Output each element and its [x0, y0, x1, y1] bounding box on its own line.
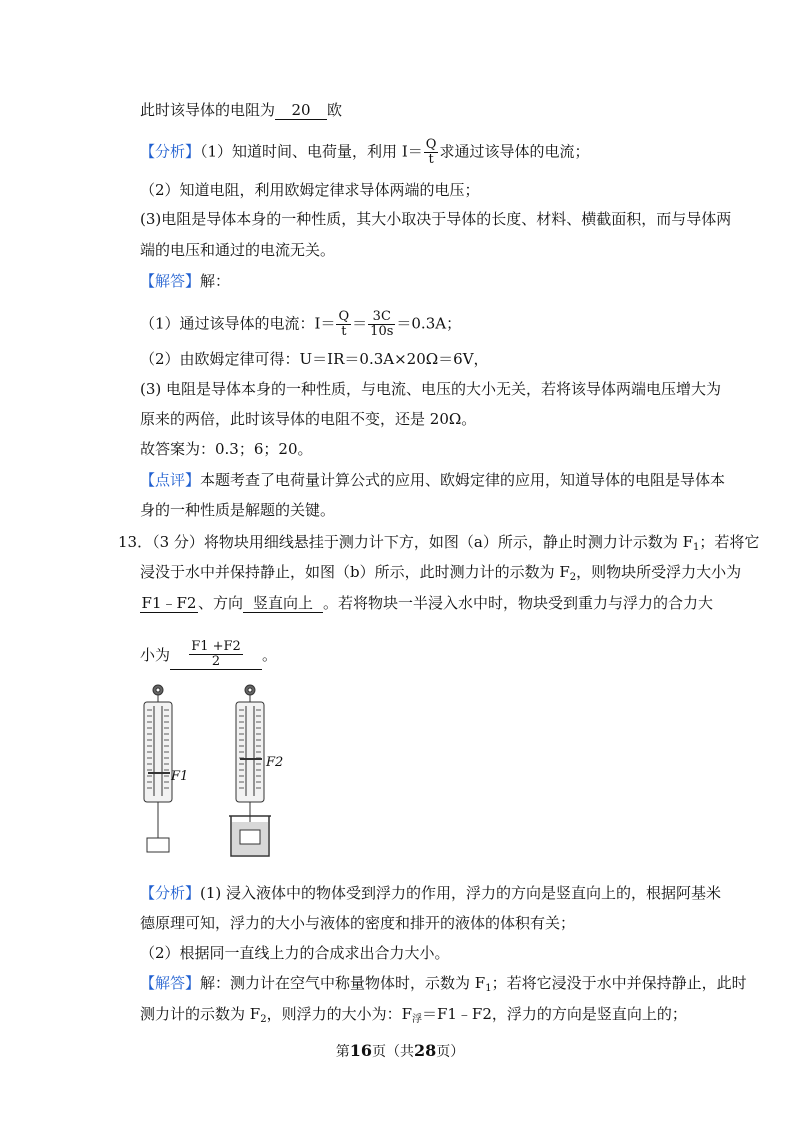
subscript: 2 — [569, 572, 577, 583]
solution-13-line-1 — [140, 973, 747, 999]
solution-line-3: (3) 电阻是导体本身的一种性质，与电流、电压的大小无关，若将该导体两端电压增大为 — [140, 380, 722, 398]
solution-line-1 — [140, 310, 461, 339]
comment-line-1 — [140, 470, 725, 490]
page-footer — [0, 1041, 800, 1061]
answer-blank: 20 — [275, 101, 327, 120]
solution-line-4: 原来的两倍，此时该导体的电阻不变，还是 20Ω。 — [140, 410, 477, 428]
solution-line-2: （2）由欧姆定律可得：U＝IR＝0.3A×20Ω＝6V， — [140, 350, 489, 368]
solution-tag: 【解答】 — [140, 974, 201, 992]
text: 解： — [200, 272, 231, 290]
fraction-answer — [189, 640, 243, 669]
subscript: 1 — [485, 983, 492, 994]
label-f2: F2 — [266, 755, 284, 770]
numerator: Q — [425, 137, 437, 152]
text: 13．（3 分）将物块用细线悬挂于测力计下方，如图（a）所示，静止时测力计示数为 F — [118, 533, 694, 551]
question-13-line-4 — [140, 640, 277, 670]
question-13-line-3 — [140, 593, 713, 613]
scale-b — [229, 685, 271, 856]
solution-13-line-2 — [140, 1004, 687, 1030]
answer-line — [140, 100, 342, 120]
comment-line-2: 身的一种性质是解题的关键。 — [140, 501, 336, 519]
total-pages: 28 — [414, 1041, 437, 1060]
text: 页） — [436, 1044, 465, 1060]
comment-tag: 【点评】 — [140, 471, 201, 489]
text: 浸没于水中并保持静止，如图（b）所示，此时测力计的示数为 F — [140, 563, 570, 581]
label-f1: F1 — [171, 769, 189, 784]
numerator: F1 +F2 — [191, 639, 241, 654]
analysis-tag: 【分析】 — [140, 142, 201, 161]
question-13-line-2 — [140, 562, 741, 588]
analysis-line-4: 端的电压和通过的电流无关。 — [140, 241, 336, 259]
denominator: 10s — [370, 324, 394, 339]
text: 解：测力计在空气中称量物体时，示数为 F — [200, 974, 486, 992]
analysis-line-1 — [140, 138, 589, 167]
text: ，则物块所受浮力大小为 — [576, 563, 742, 581]
text: （1）通过该导体的电流：I＝ — [140, 314, 336, 333]
page-number: 16 — [349, 1041, 372, 1060]
text: ＝ — [352, 314, 368, 333]
analysis-13-line-3: （2）根据同一直线上力的合成求出合力大小。 — [140, 944, 450, 962]
text: 此时该导体的电阻为 — [140, 101, 276, 119]
text: （1）知道时间、电荷量，利用 I＝ — [200, 142, 423, 161]
text: 测力计的示数为 F — [140, 1005, 261, 1023]
analysis-13-line-2: 德原理可知，浮力的大小与液体的密度和排开的液体的体积有关； — [140, 914, 576, 932]
analysis-line-3: (3)电阻是导体本身的一种性质，其大小取决于导体的长度、材料、横截面积，而与导体两 — [140, 210, 732, 228]
solution-tag: 【解答】 — [140, 272, 201, 290]
text: 小为 — [140, 646, 171, 664]
subscript: 浮 — [411, 1014, 422, 1025]
denominator: t — [428, 152, 434, 167]
text: 、方向 — [198, 594, 244, 612]
solution-header — [140, 271, 230, 291]
analysis-line-2: （2）知道电阻，利用欧姆定律求导体两端的电压； — [140, 181, 480, 199]
text: 。若将物块一半浸入水中时，物块受到重力与浮力的合力大 — [323, 594, 714, 612]
denominator: 2 — [211, 654, 221, 669]
text: ＝0.3A； — [396, 314, 462, 333]
text: 页（共 — [372, 1044, 414, 1060]
solution-line-5: 故答案为：0.3；6；20。 — [140, 440, 313, 458]
text: ；若将它 — [699, 533, 760, 551]
numerator: 3C — [368, 310, 395, 325]
text: (1) 浸入液体中的物体受到浮力的作用，浮力的方向是竖直向上的，根据阿基米 — [200, 884, 722, 902]
text: 。 — [262, 646, 278, 664]
text: 欧 — [327, 101, 343, 119]
denominator: t — [341, 324, 347, 339]
fraction-q-t — [336, 310, 351, 339]
text: ＝F1﹣F2，浮力的方向是竖直向上的； — [421, 1005, 687, 1023]
question-13-line-1 — [118, 532, 759, 558]
answer-blank-direction: 竖直向上 — [243, 594, 323, 613]
analysis-13-line-1 — [140, 883, 721, 903]
text: 第 — [335, 1044, 350, 1060]
spring-scale-figure — [130, 680, 300, 865]
answer-blank-buoyancy: F1﹣F2 — [141, 594, 197, 612]
text: 求通过该导体的电流； — [439, 142, 590, 161]
text: ；若将它浸没于水中并保持静止，此时 — [491, 974, 747, 992]
subscript: 2 — [260, 1014, 267, 1025]
text: ，则浮力的大小为：F — [266, 1005, 412, 1023]
fraction — [424, 138, 439, 167]
scale-a — [144, 685, 172, 852]
numerator: Q — [338, 309, 350, 324]
text: 本题考查了电荷量计算公式的应用、欧姆定律的应用，知道导体的电阻是导体本 — [200, 471, 726, 489]
analysis-tag: 【分析】 — [140, 884, 201, 902]
answer-blank-resultant — [170, 640, 262, 670]
fraction-3c-10s — [368, 310, 395, 339]
subscript: 1 — [693, 542, 700, 553]
